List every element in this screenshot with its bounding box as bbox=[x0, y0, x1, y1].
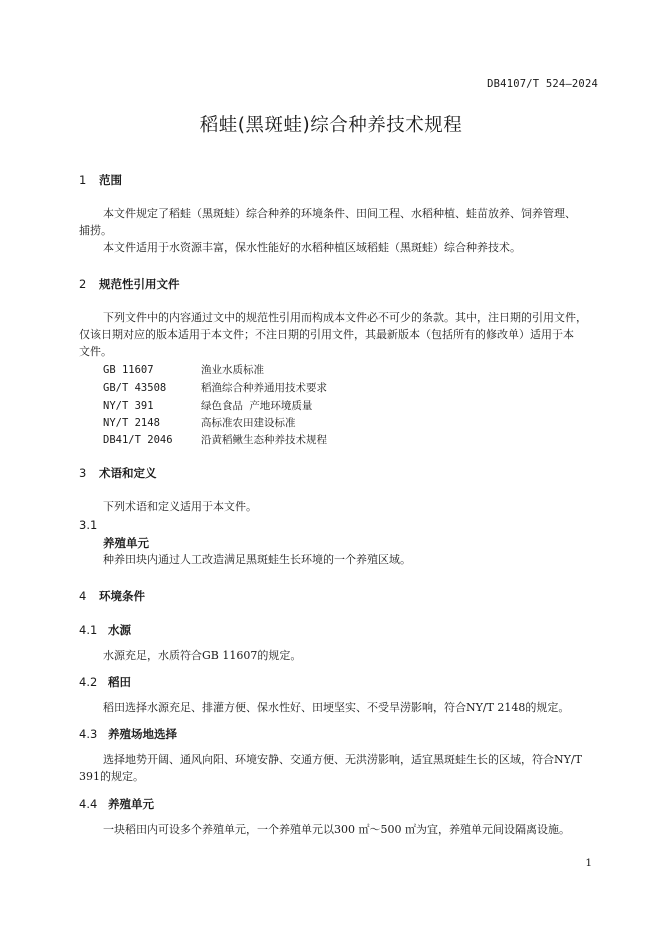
term-name: 养殖单元 bbox=[103, 536, 149, 550]
paragraph-line: 一块稻田内可设多个养殖单元，一个养殖单元以300 ㎡～500 ㎡为宜，养殖单元间设隔离设施。 bbox=[103, 823, 570, 836]
paragraph-line: 文件。 bbox=[79, 345, 112, 358]
section-4-heading bbox=[79, 588, 145, 604]
paragraph-line: 本文件规定了稻蛙（黑斑蛙）综合种养的环境条件、田间工程、水稻种植、蛙苗放养、饲养管理、 bbox=[103, 207, 576, 220]
reference-name: 沿黄稻鳅生态种养技术规程 bbox=[201, 434, 327, 446]
section-title: 术语和定义 bbox=[99, 466, 157, 480]
section-title: 规范性引用文件 bbox=[99, 277, 180, 291]
section-number: 4 bbox=[79, 589, 87, 603]
section-1-heading bbox=[79, 172, 122, 188]
subsection-number: 4.3 bbox=[79, 727, 98, 741]
subsection-4-3-heading bbox=[79, 726, 177, 742]
paragraph-line: 捕捞。 bbox=[79, 224, 112, 237]
term-definition: 种养田块内通过人工改造满足黑斑蛙生长环境的一个养殖区域。 bbox=[103, 553, 411, 566]
reference-name: 高标准农田建设标准 bbox=[201, 417, 296, 429]
reference-code: GB/T 43508 bbox=[103, 382, 167, 394]
document-title: 稻蛙(黑斑蛙)综合种养技术规程 bbox=[199, 115, 463, 136]
page-number: 1 bbox=[585, 857, 592, 869]
reference-item bbox=[103, 431, 327, 449]
subsection-4-2-heading bbox=[79, 674, 131, 690]
standard-code: DB4107/T 524—2024 bbox=[487, 78, 598, 90]
subsection-4-1-heading bbox=[79, 622, 131, 638]
paragraph-line: 水源充足，水质符合GB 11607的规定。 bbox=[103, 649, 302, 662]
subsection-title: 养殖场地选择 bbox=[108, 727, 177, 741]
reference-item bbox=[103, 414, 296, 432]
reference-code: DB41/T 2046 bbox=[103, 434, 173, 446]
reference-name: 稻渔综合种养通用技术要求 bbox=[201, 382, 327, 394]
section-number: 3 bbox=[79, 466, 87, 480]
subsection-title: 水源 bbox=[108, 623, 131, 637]
section-3-heading bbox=[79, 465, 157, 481]
subsection-number: 4.2 bbox=[79, 675, 98, 689]
reference-code: NY/T 2148 bbox=[103, 417, 160, 429]
subsection-number: 4.1 bbox=[79, 623, 98, 637]
subsection-title: 稻田 bbox=[108, 675, 131, 689]
subsection-4-4-heading bbox=[79, 796, 154, 812]
paragraph-line: 仅该日期对应的版本适用于本文件；不注日期的引用文件，其最新版本（包括所有的修改单）适用于本 bbox=[79, 328, 574, 341]
paragraph-line: 选择地势开阔、通风向阳、环境安静、交通方便、无洪涝影响，适宜黑斑蛙生长的区域，符合NY/T bbox=[103, 753, 582, 766]
reference-item bbox=[103, 361, 264, 379]
reference-item bbox=[103, 397, 312, 415]
reference-name: 绿色食品 产地环境质量 bbox=[201, 400, 313, 412]
section-number: 1 bbox=[79, 173, 87, 187]
reference-item bbox=[103, 379, 327, 397]
paragraph-line: 下列文件中的内容通过文中的规范性引用而构成本文件必不可少的条款。其中，注日期的引用文件， bbox=[103, 311, 587, 324]
paragraph-line: 稻田选择水源充足、排灌方便、保水性好、田埂坚实、不受旱涝影响，符合NY/T 2148的规定。 bbox=[103, 701, 570, 714]
reference-code: NY/T 391 bbox=[103, 400, 154, 412]
paragraph-line: 391的规定。 bbox=[79, 770, 144, 783]
paragraph-line: 本文件适用于水资源丰富，保水性能好的水稻种植区域稻蛙（黑斑蛙）综合种养技术。 bbox=[103, 241, 521, 254]
reference-name: 渔业水质标准 bbox=[201, 364, 264, 376]
subsection-number: 4.4 bbox=[79, 797, 98, 811]
reference-code: GB 11607 bbox=[103, 364, 154, 376]
subsection-title: 养殖单元 bbox=[108, 797, 154, 811]
term-number: 3.1 bbox=[79, 518, 98, 532]
section-number: 2 bbox=[79, 277, 87, 291]
section-title: 环境条件 bbox=[99, 589, 145, 603]
section-2-heading bbox=[79, 276, 180, 292]
paragraph-line: 下列术语和定义适用于本文件。 bbox=[103, 500, 257, 513]
section-title: 范围 bbox=[99, 173, 122, 187]
